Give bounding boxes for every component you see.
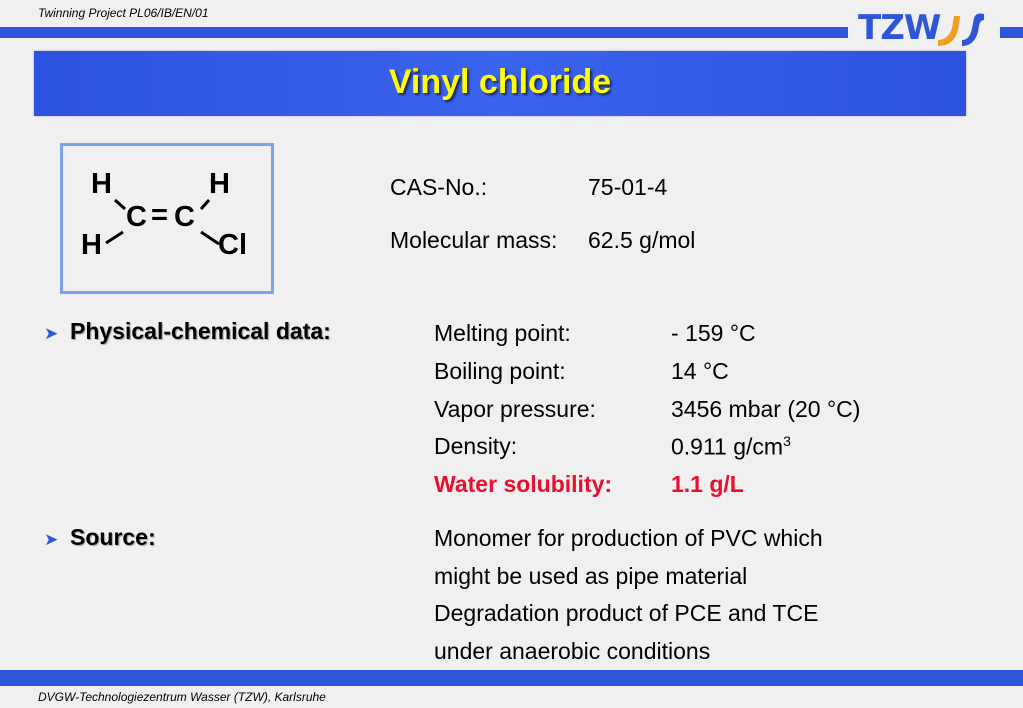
source-line: might be used as pipe material: [434, 563, 748, 589]
vapor-pressure-label: Vapor pressure:: [434, 396, 596, 422]
density-value-text: 0.911 g/cm: [671, 433, 784, 460]
atom-c-left: C: [126, 201, 147, 233]
title-bar: [34, 51, 966, 116]
cas-value: 75-01-4: [588, 174, 668, 200]
density-value: [671, 433, 791, 461]
source-line: under anaerobic conditions: [434, 638, 711, 664]
water-solubility-value: 1.1 g/L: [671, 471, 744, 497]
source-heading: Source:: [70, 524, 156, 550]
bond-lines: [63, 146, 271, 291]
footer-label: DVGW-Technologiezentrum Wasser (TZW), Karlsruhe: [38, 690, 326, 704]
tzw-logo: [858, 8, 988, 48]
tzw-logo-icon: [936, 10, 988, 48]
structural-formula: [60, 143, 274, 294]
vapor-pressure-value: 3456 mbar (20 °C): [671, 396, 861, 422]
header-band: [0, 27, 848, 38]
header-band-right: [1000, 27, 1023, 38]
boiling-point-value: 14 °C: [671, 358, 729, 384]
source-line: Monomer for production of PVC which: [434, 525, 823, 551]
arrowhead-bullet-icon: ➤: [44, 324, 59, 343]
water-solubility-label: Water solubility:: [434, 471, 613, 497]
page-title: Vinyl chloride: [388, 63, 612, 101]
density-label: Density:: [434, 433, 518, 459]
logo-text: TZW: [858, 8, 941, 48]
arrowhead-bullet-icon: ➤: [44, 530, 59, 549]
density-unit-exponent: 3: [783, 433, 791, 449]
atom-h-top-right: H: [209, 168, 230, 200]
mass-label: Molecular mass:: [390, 227, 558, 253]
footer-band: [0, 670, 1023, 686]
cas-label: CAS-No.:: [390, 174, 488, 200]
project-label: Twinning Project PL06/IB/EN/01: [38, 6, 209, 20]
mass-value: 62.5 g/mol: [588, 227, 696, 253]
melting-point-label: Melting point:: [434, 320, 571, 346]
melting-point-value: - 159 °C: [671, 320, 756, 346]
physical-data-heading: Physical-chemical data:: [70, 318, 331, 344]
atom-cl: Cl: [218, 229, 247, 261]
atom-h-bottom-left: H: [81, 229, 102, 261]
source-line: Degradation product of PCE and TCE: [434, 600, 819, 626]
double-bond: =: [151, 199, 168, 231]
boiling-point-label: Boiling point:: [434, 358, 566, 384]
atom-c-right: C: [174, 201, 195, 233]
atom-h-top-left: H: [91, 168, 112, 200]
